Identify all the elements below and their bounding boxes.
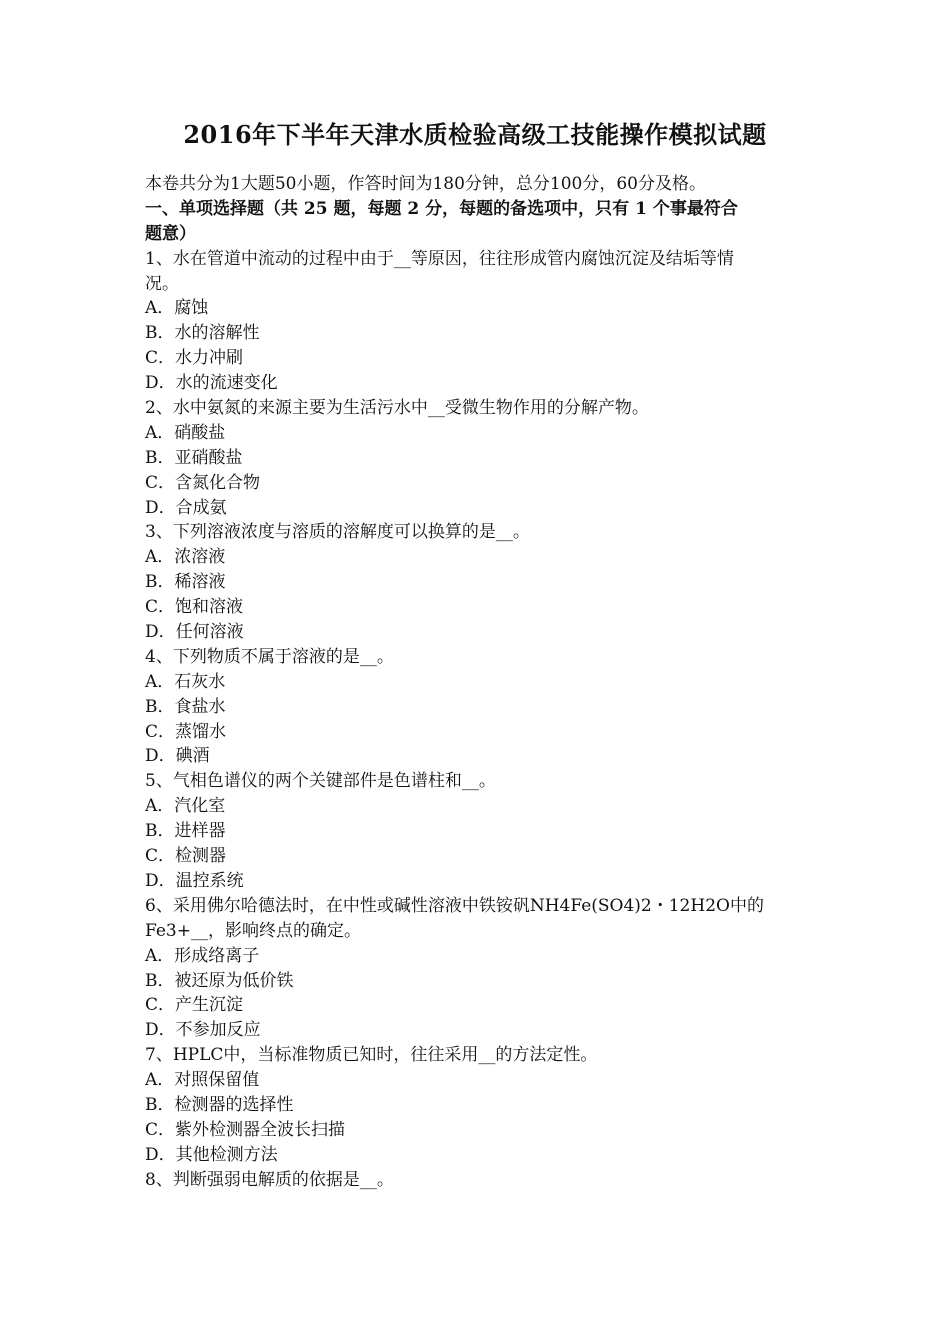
answer-option: C．产生沉淀 (145, 995, 244, 1016)
question-6 (145, 894, 810, 1043)
answer-option: A．对照保留值 (145, 1070, 260, 1091)
question-stem-line: 况。 (145, 273, 179, 294)
page-title: 2016年下半年天津水质检验高级工技能操作模拟试题 (183, 120, 767, 149)
document-body (145, 172, 810, 1193)
answer-option: D．不参加反应 (145, 1020, 261, 1041)
question-stem-line: 1、水在管道中流动的过程中由于__等原因，往往形成管内腐蚀沉淀及结垢等情 (145, 248, 734, 269)
answer-option: B．检测器的选择性 (145, 1094, 294, 1115)
question-3 (145, 520, 810, 644)
question-stem-line: 4、下列物质不属于溶液的是__。 (145, 646, 394, 667)
section-heading-line-2: 题意） (145, 223, 196, 244)
question-stem-line: 3、下列溶液浓度与溶质的溶解度可以换算的是__。 (145, 522, 530, 543)
question-stem-line: Fe3+__，影响终点的确定。 (145, 920, 361, 941)
question-1 (145, 247, 810, 396)
question-8 (145, 1168, 810, 1193)
answer-option: C．含氮化合物 (145, 472, 261, 493)
answer-option: B．亚硝酸盐 (145, 447, 243, 468)
question-stem-line: 7、HPLC中，当标准物质已知时，往往采用__的方法定性。 (145, 1045, 598, 1066)
answer-option: A．腐蚀 (145, 298, 209, 319)
question-list (145, 247, 810, 1193)
answer-option: C．紫外检测器全波长扫描 (145, 1119, 346, 1140)
answer-option: C．水力冲刷 (145, 348, 244, 369)
exam-intro: 本卷共分为1大题50小题，作答时间为180分钟，总分100分，60分及格。 (145, 174, 706, 194)
section-heading-line-1: 一、单项选择题（共 25 题，每题 2 分，每题的备选项中，只有 1 个事最符合 (145, 198, 738, 219)
answer-option: D．合成氨 (145, 497, 227, 518)
answer-option: A．浓溶液 (145, 547, 226, 568)
answer-option: C．饱和溶液 (145, 597, 244, 618)
answer-option: C．蒸馏水 (145, 721, 227, 742)
answer-option: C．检测器 (145, 846, 227, 867)
answer-option: B．食盐水 (145, 696, 226, 717)
question-stem-line: 8、判断强弱电解质的依据是__。 (145, 1169, 394, 1190)
answer-option: D．任何溶液 (145, 622, 244, 643)
answer-option: A．汽化室 (145, 796, 226, 817)
answer-option: B．被还原为低价铁 (145, 970, 294, 991)
question-stem-line: 2、水中氨氮的来源主要为生活污水中__受微生物作用的分解产物。 (145, 398, 649, 419)
question-5 (145, 769, 810, 893)
answer-option: B．稀溶液 (145, 572, 226, 593)
answer-option: D．其他检测方法 (145, 1144, 278, 1165)
answer-option: A．形成络离子 (145, 945, 260, 966)
answer-option: D．温控系统 (145, 870, 244, 891)
question-stem-line: 6、采用佛尔哈德法时，在中性或碱性溶液中铁铵矾NH4Fe(SO4)2・12H2O中的 (145, 895, 764, 916)
answer-option: B．水的溶解性 (145, 323, 260, 344)
answer-option: A．石灰水 (145, 671, 226, 692)
question-2 (145, 396, 810, 520)
question-7 (145, 1043, 810, 1167)
question-4 (145, 645, 810, 769)
answer-option: D．碘酒 (145, 746, 210, 767)
answer-option: D．水的流速变化 (145, 373, 278, 394)
question-stem-line: 5、气相色谱仪的两个关键部件是色谱柱和__。 (145, 771, 496, 792)
answer-option: B．进样器 (145, 821, 226, 842)
answer-option: A．硝酸盐 (145, 422, 226, 443)
